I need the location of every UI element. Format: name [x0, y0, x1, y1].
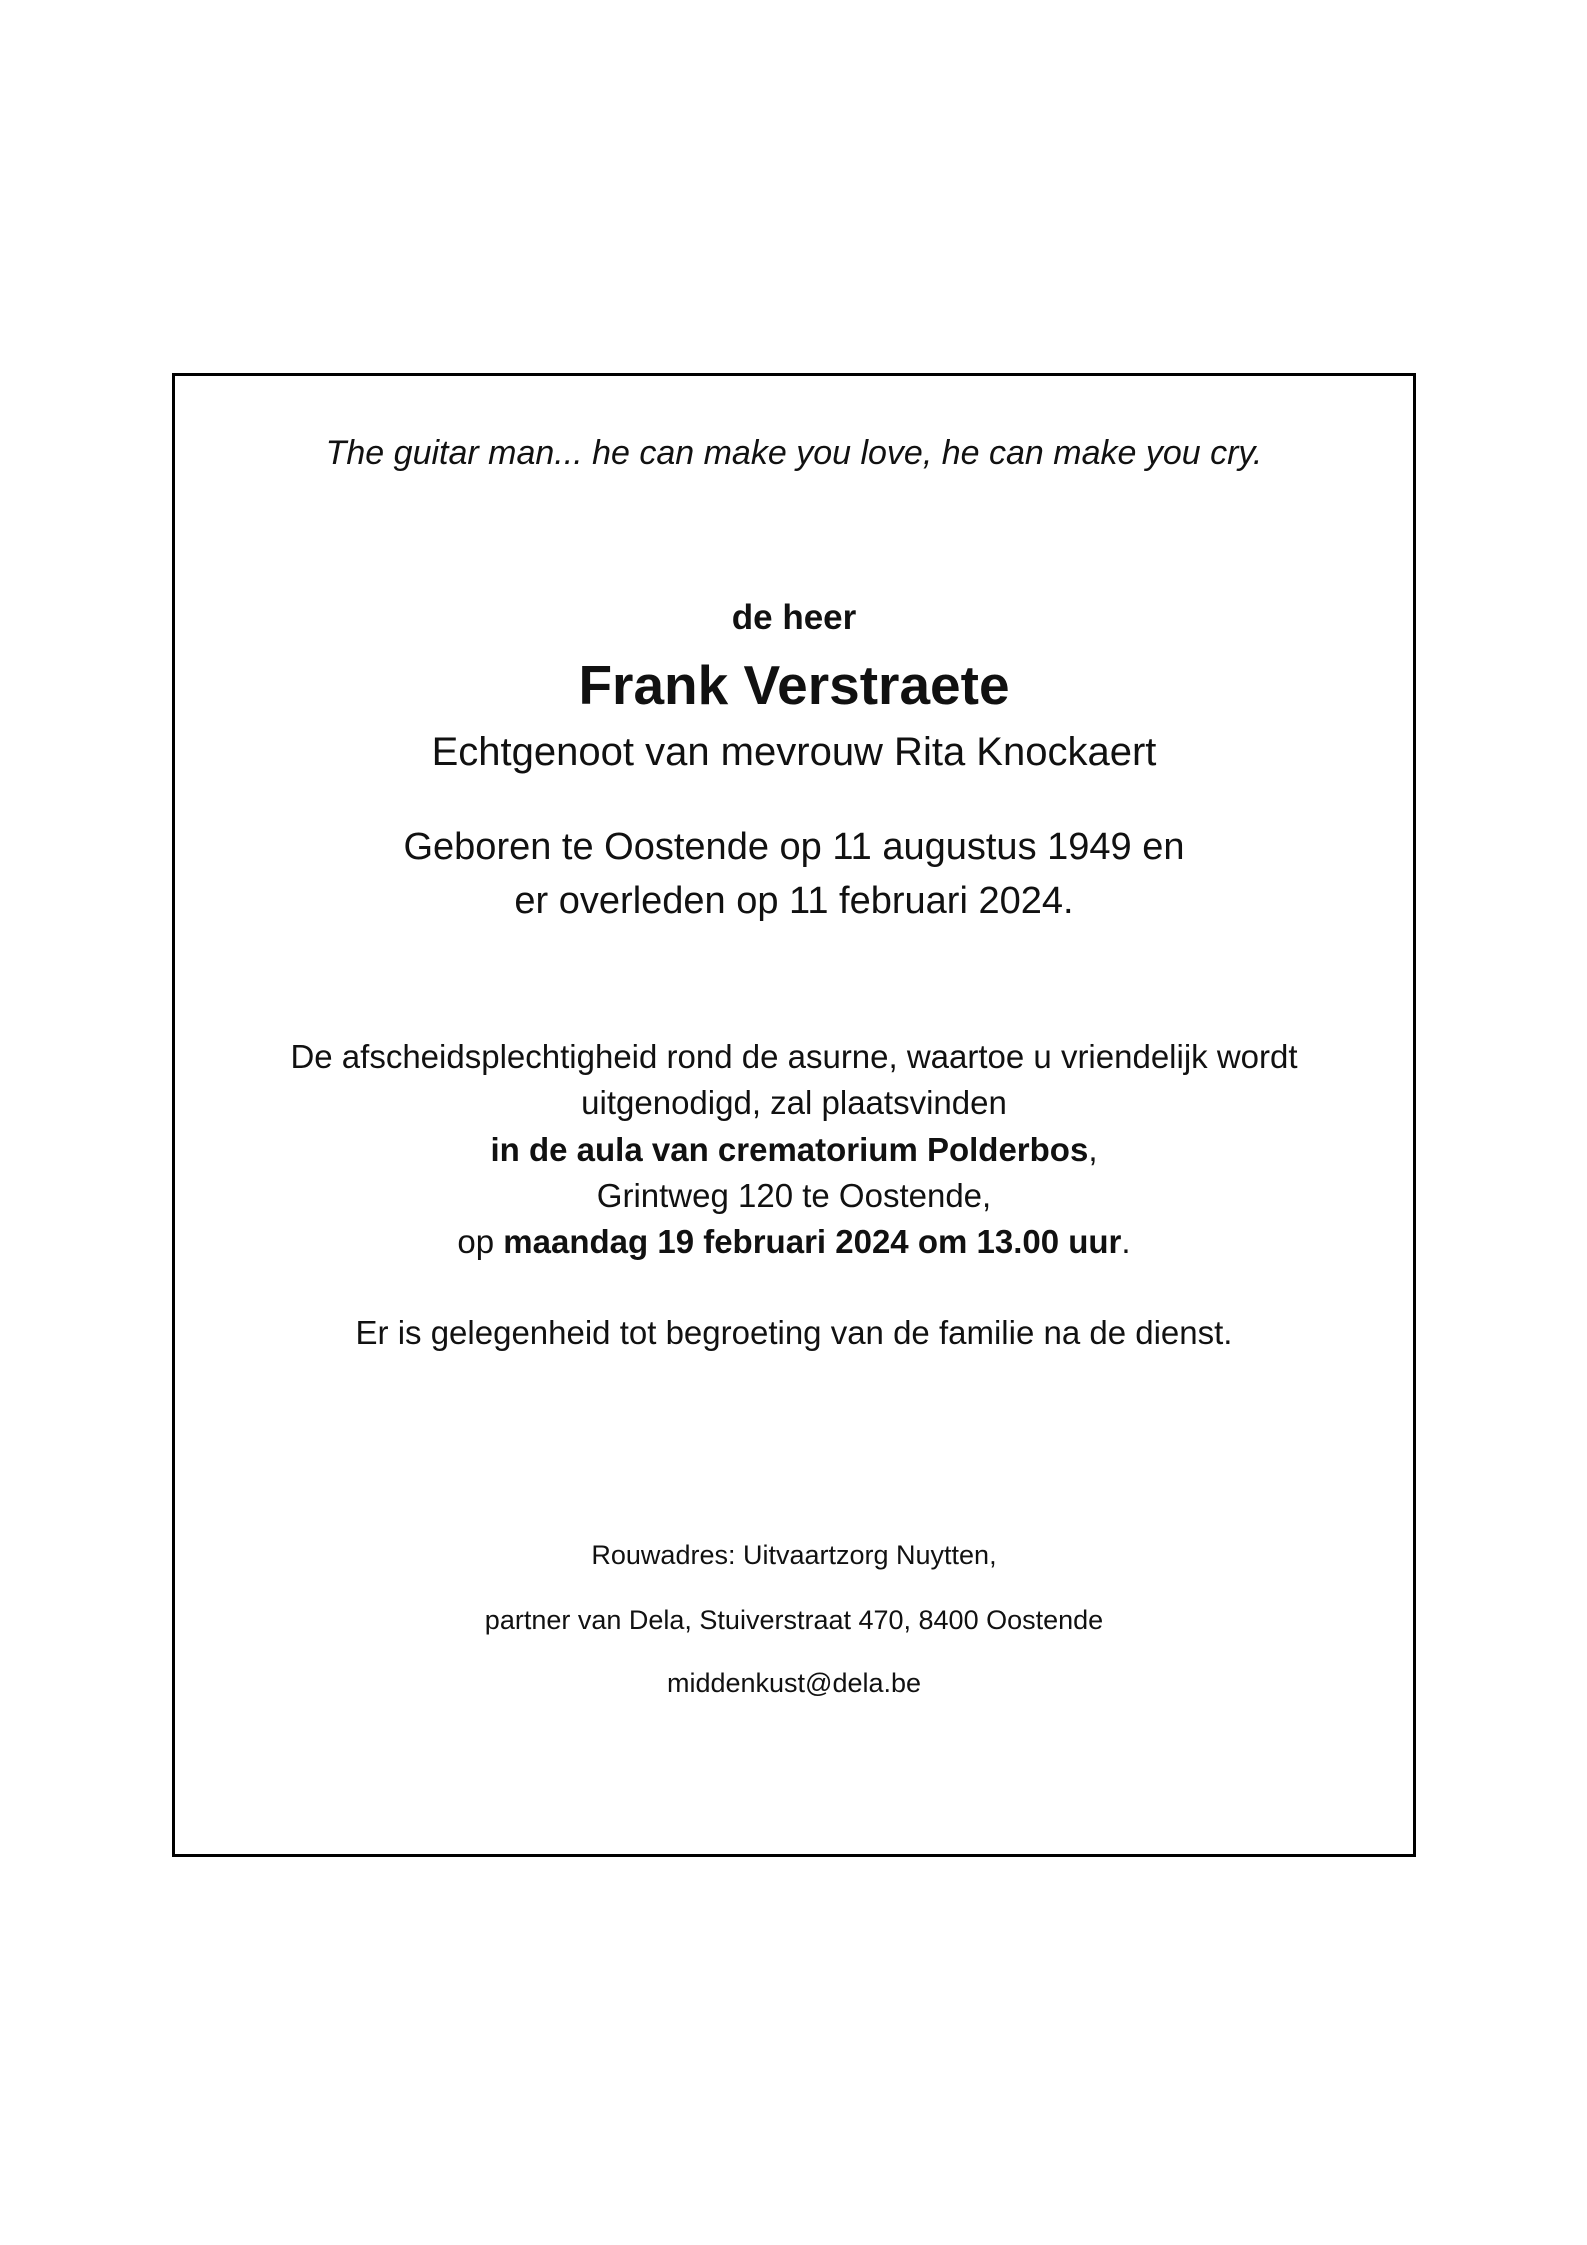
- service-location-name: in de aula van crematorium Polderbos: [490, 1131, 1089, 1168]
- mourning-address: Rouwadres: Uitvaartzorg Nuytten,: [591, 1540, 997, 1570]
- death-line: er overleden op 11 februari 2024.: [514, 880, 1074, 922]
- greeting-line: Er is gelegenheid tot begroeting van de familie na de dienst.: [355, 1314, 1233, 1351]
- service-date-time: maandag 19 februari 2024 om 13.00 uur: [503, 1223, 1122, 1260]
- service-date-prefix: op: [457, 1223, 504, 1260]
- service-date: [175, 1225, 1413, 1258]
- obituary-frame: [172, 373, 1416, 1857]
- partner-address: partner van Dela, Stuiverstraat 470, 8400 Oostende: [484, 1605, 1104, 1635]
- service-line-2: uitgenodigd, zal plaatsvinden: [581, 1084, 1007, 1121]
- contact-email: middenkust@dela.be: [666, 1668, 922, 1698]
- service-location: [175, 1133, 1413, 1166]
- honorific: de heer: [731, 598, 857, 637]
- birth-line: Geboren te Oostende op 11 augustus 1949 en: [403, 826, 1185, 868]
- deceased-name: Frank Verstraete: [578, 654, 1010, 716]
- service-date-suffix: .: [1121, 1223, 1131, 1260]
- spouse-line: Echtgenoot van mevrouw Rita Knockaert: [431, 730, 1157, 774]
- opening-quote: The guitar man... he can make you love, he can make you cry.: [325, 434, 1263, 472]
- service-location-suffix: ,: [1088, 1131, 1098, 1168]
- service-address: Grintweg 120 te Oostende,: [596, 1177, 992, 1214]
- service-line-1: De afscheidsplechtigheid rond de asurne, waartoe u vriendelijk wordt: [290, 1038, 1298, 1075]
